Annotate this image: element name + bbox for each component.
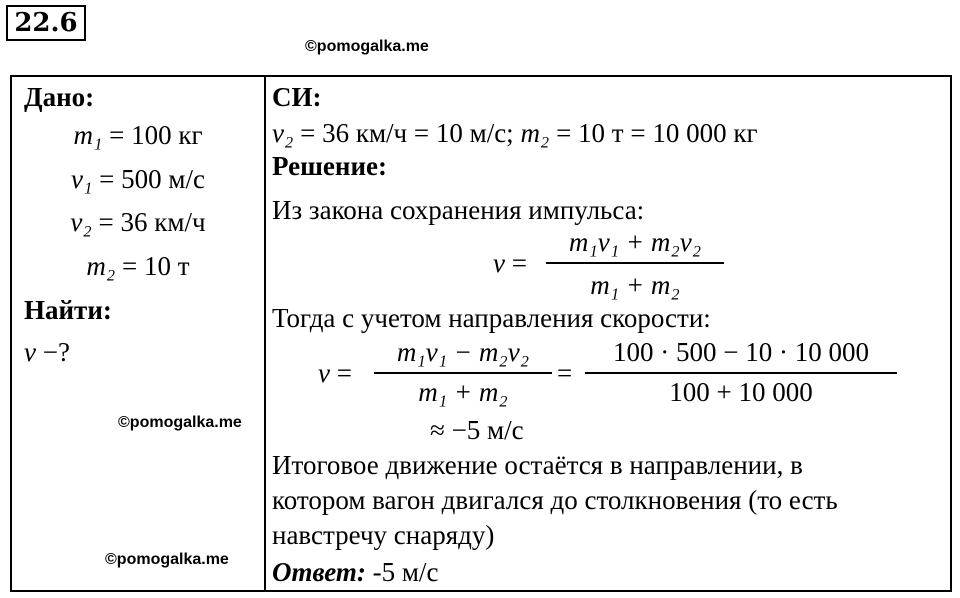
given-item: m₁ = 100 кг [73, 120, 203, 150]
find-item: v −? [24, 337, 70, 367]
given-item: v₁ = 500 м/с [71, 164, 205, 194]
answer: Ответ: -5 м/с [272, 557, 439, 587]
formula-lhs: v = [493, 248, 527, 278]
watermark: ©pomogalka.me [305, 38, 429, 55]
watermark: ©pomogalka.me [118, 414, 242, 431]
solution-text: Тогда с учетом направления скорости: [272, 303, 711, 333]
watermark: ©pomogalka.me [105, 551, 229, 568]
find-heading: Найти: [24, 295, 112, 325]
conclusion-line: навстречу снаряду) [272, 520, 495, 550]
formula-lhs: v = [318, 358, 352, 388]
result: ≈ −5 м/с [430, 415, 524, 445]
si-heading: СИ: [272, 82, 322, 112]
fraction-numerator: m₁v₁ + m₂v₂ [568, 227, 702, 257]
problem-number: 22.6 [6, 5, 86, 41]
fraction-bar [374, 372, 552, 374]
fraction-denominator: m₁ + m₂ [418, 377, 508, 407]
fraction-numerator: 100 · 500 − 10 · 10 000 [613, 337, 869, 367]
solution-heading: Решение: [272, 151, 387, 181]
fraction-denominator: 100 + 10 000 [669, 377, 813, 407]
fraction-bar [585, 372, 897, 374]
given-item: m₂ = 10 т [86, 251, 190, 281]
fraction-bar [546, 262, 724, 264]
given-item: v₂ = 36 км/ч [70, 207, 206, 237]
si-conversion: v₂ = 36 км/ч = 10 м/с; m₂ = 10 т = 10 000 кг [272, 118, 758, 148]
conclusion-line: Итоговое движение остаётся в направлении, в [272, 450, 803, 480]
fraction-denominator: m₁ + m₂ [590, 270, 680, 300]
conclusion-line: котором вагон двигался до столкновения (то есть [272, 485, 838, 515]
given-heading: Дано: [24, 82, 95, 112]
column-divider [264, 77, 266, 590]
equals-sign: = [557, 358, 573, 388]
solution-text: Из закона сохранения импульса: [272, 195, 645, 225]
fraction-numerator: m₁v₁ − m₂v₂ [396, 337, 530, 367]
